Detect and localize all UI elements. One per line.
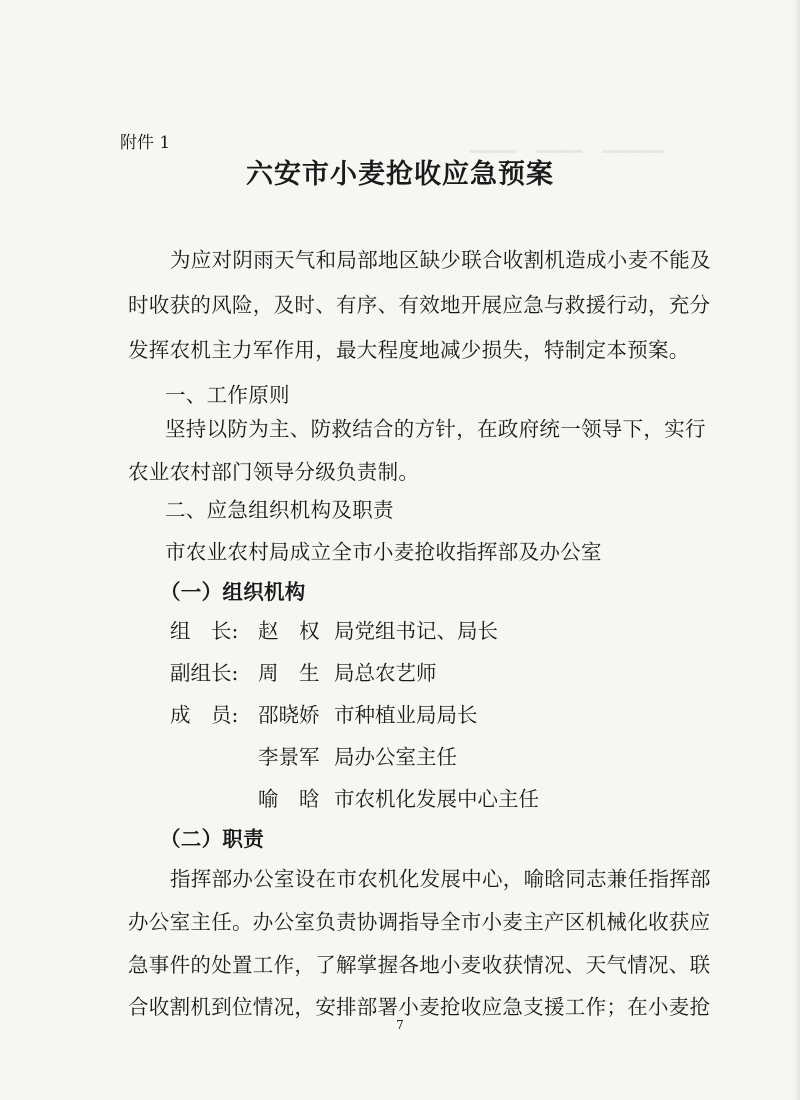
- member-row: [170, 740, 457, 770]
- duty-line-2: 办公室主任。办公室负责协调指导全市小麦主产区机械化收获应: [128, 910, 711, 934]
- member-role: 组 长:: [170, 619, 239, 643]
- subsection2-heading: （二）职责: [160, 827, 264, 851]
- subsection1-heading: （一）组织机构: [160, 580, 306, 604]
- member-name: 赵 权: [258, 619, 320, 643]
- intro-line-3: 发挥农机主力军作用，最大程度地减少损失，特制定本预案。: [128, 338, 690, 362]
- page-number: 7: [396, 1018, 404, 1032]
- member-role: 副组长:: [170, 661, 239, 685]
- section1-line-2: 农业农村部门领导分级负责制。: [128, 460, 420, 484]
- intro-line-2: 时收获的风险，及时、有序、有效地开展应急与救援行动，充分: [128, 293, 711, 317]
- duty-line-3: 急事件的处置工作，了解掌握各地小麦收获情况、天气情况、联: [128, 953, 711, 977]
- member-row: [170, 614, 498, 644]
- bleed-through-texture: ▁▁▁ ▁▁▁ ▁▁▁▁: [470, 129, 664, 153]
- member-row: [170, 656, 437, 686]
- attachment-label: 附件 1: [120, 133, 171, 153]
- member-name: 周 生: [258, 661, 320, 685]
- member-name: 喻 晗: [258, 787, 320, 811]
- member-role: 成 员:: [170, 703, 239, 727]
- member-row: [170, 698, 478, 728]
- member-title: 市种植业局局长: [334, 703, 478, 727]
- document-title: 六安市小麦抢收应急预案: [246, 159, 554, 190]
- duty-line-4: 合收割机到位情况，安排部署小麦抢收应急支援工作；在小麦抢: [128, 995, 711, 1019]
- duty-line-1: 指挥部办公室设在市农机化发展中心，喻晗同志兼任指挥部: [170, 867, 711, 891]
- member-title: 局总农艺师: [334, 661, 437, 685]
- member-row: [170, 782, 539, 812]
- member-name: 邵晓娇: [258, 703, 320, 727]
- section2-heading: 二、应急组织机构及职责: [165, 498, 394, 522]
- member-title: 市农机化发展中心主任: [334, 787, 539, 811]
- section1-line-1: 坚持以防为主、防救结合的方针，在政府统一领导下，实行: [165, 417, 706, 441]
- section1-heading: 一、工作原则: [165, 383, 290, 407]
- member-title: 局党组书记、局长: [334, 619, 498, 643]
- intro-line-1: 为应对阴雨天气和局部地区缺少联合收割机造成小麦不能及: [170, 248, 711, 272]
- member-title: 局办公室主任: [334, 745, 457, 769]
- member-name: 李景军: [258, 745, 320, 769]
- section2-intro: 市农业农村局成立全市小麦抢收指挥部及办公室: [165, 540, 602, 564]
